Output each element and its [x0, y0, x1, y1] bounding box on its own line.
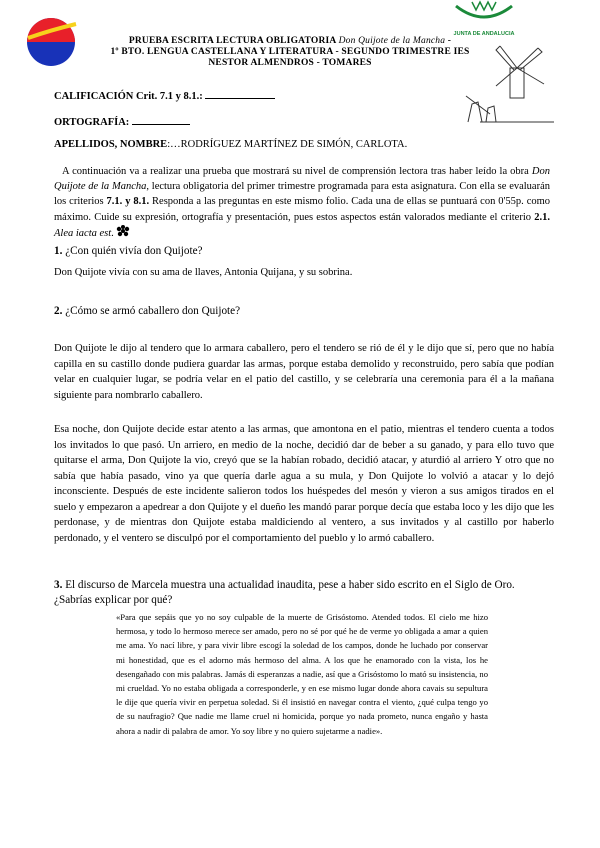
question-2-number: 2.	[54, 305, 63, 317]
question-2-text: ¿Cómo se armó caballero don Quijote?	[65, 305, 241, 317]
question-1-text: ¿Con quién vivía don Quijote?	[65, 245, 203, 257]
intro-text-3: Responda a las preguntas en este mismo folio. Cada una de ellas se puntuará con 0'55p. como máximo. Cuide su expresión, ortografía y presentación, pues estos aspectos están valorados mediante el criterio	[54, 196, 551, 223]
header-book-title: Don Quijote de la Mancha	[338, 36, 446, 46]
answer-2-paragraph-2: Esa noche, don Quijote decide estar atento a las armas, que amontona en el patio, mientras el tendero cuenta a todos los invitados lo que pasó. Un arriero, en medio de la noche, decidió dar de beber a su ganado, y para ello tuvo que quitarse el arma, Don Quijote la vio, creyó que se la habían robado, decidió atacar, y aturdió al arriero Y otro que no sabía que había pasado, vino ya que quería darle agua a su mula, y Don Quijote lo volvió a atacar y lo dejó inconsciente. Después de este incidente salieron todos los huéspedes del mesón y vieron a sus amigos tirados en el suelo y empezaron a apedrear a don Quijote y el dueño les mandó parar porque decía que estaba loco y les dijo que les perdonase, y de mientras don Quijote estaba maldiciendo al ventero, a sus invitados y al castillo por haberlo perdonado, y el ventero se disculpó por el comportamiento del pueblo y lo armó caballero.	[54, 424, 554, 544]
calificacion-label: CALIFICACIÓN Crit. 7.1 y 8.1.:	[54, 91, 203, 102]
nombre-field	[54, 139, 407, 150]
intro-period: .	[111, 227, 114, 239]
question-3	[54, 578, 554, 608]
header-line-3: NESTOR ALMENDROS - TOMARES	[208, 58, 372, 68]
intro-text-1: A continuación va a realizar una prueba que mostrará su nivel de comprensión lectora tras haber leído la obra	[62, 166, 532, 177]
instructions-paragraph	[54, 164, 550, 241]
question-2	[54, 304, 554, 319]
ortografia-field	[54, 115, 190, 128]
junta-logo-text: JUNTA DE ANDALUCIA	[453, 31, 515, 37]
nombre-label: APELLIDOS, NOMBRE	[54, 139, 168, 150]
flower-icon	[116, 225, 130, 237]
header-line-1	[80, 36, 500, 47]
junta-logo	[442, 0, 526, 36]
ortografia-blank[interactable]	[132, 115, 190, 125]
intro-criteria: 7.1. y 8.1.	[106, 196, 150, 208]
intro-criterion: 2.1.	[534, 211, 550, 223]
nombre-value: :…RODRÍGUEZ MARTÍNEZ DE SIMÓN, CARLOTA.	[167, 139, 408, 150]
ortografia-label: ORTOGRAFÍA:	[54, 117, 130, 128]
question-1	[54, 244, 554, 259]
question-3-number: 3.	[54, 579, 63, 591]
calificacion-blank[interactable]	[205, 89, 275, 99]
question-3-text: El discurso de Marcela muestra una actualidad inaudita, pese a haber sido escrito en el Siglo de Oro. ¿Sabrías explicar por qué?	[54, 579, 515, 606]
calificacion-field	[54, 89, 275, 102]
question-1-number: 1.	[54, 245, 63, 257]
school-logo	[24, 14, 78, 68]
header-line-2: 1º BTO. LENGUA CASTELLANA Y LITERATURA - SEGUNDO TRIMESTRE IES	[110, 47, 470, 57]
intro-book-title: Don Quijote de la Mancha	[54, 166, 550, 193]
intro-motto: Alea iacta est	[54, 227, 112, 239]
marcela-quote: «Para que sepáis que yo no soy culpable de la muerte de Grisóstomo. Atended todos. El cielo me hizo hermosa, y todo lo hermoso merece ser amado, pero no sé por qué he de verme yo obligada a amar a quien me ama. Yo nací libre, y para vivir libre escogí la soledad de los campos, donde he luchado por conservar mi honestidad, que es el adorno más hermoso del alma. A los que he enamorado con la vista, los he desengañado con mis palabras. Jamás di esperanzas a nadie, así que a Grisóstomo lo mató su insistencia, no mi crueldad. Yo no estaba obligada a corresponderle, y en ese mismo lugar donde ahora cavais su sepultura le dije que quería vivir en perpetua soledad. Si él insistió en navegar contra el viento, ¿qué culpa tengo yo de su naufragio? Que nadie me llame cruel ni homicida, porque yo nada prometo, nunca engaño y hasta ahora a nadir di palabra de amor. Yo soy libre y no quiero sujetarme a nadie».	[116, 612, 488, 736]
header-title: PRUEBA ESCRITA LECTURA OBLIGATORIA	[128, 36, 336, 46]
answer-1: Don Quijote vivía con su ama de llaves, Antonia Quijana, y su sobrina.	[54, 267, 353, 278]
header-dash: -	[447, 36, 452, 46]
intro-text-2: , lectura obligatoria del primer trimestre programada para esta asignatura. Con ella se evaluarán los criterios	[54, 181, 550, 208]
answer-2-paragraph-1: Don Quijote le dijo al tendero que lo armara caballero, pero el tendero se rió de él y le dijo que sí, pero que no había capilla en su castillo donde pudiera guardar las armas, porque estaba demolido y reconstruido, pero sabía que podían velar en cualquier lugar, se podría velar en el patio del castillo, y se celebraría una ceremonia para él a la mañana siguiente para nombrarlo caballero.	[54, 343, 554, 401]
